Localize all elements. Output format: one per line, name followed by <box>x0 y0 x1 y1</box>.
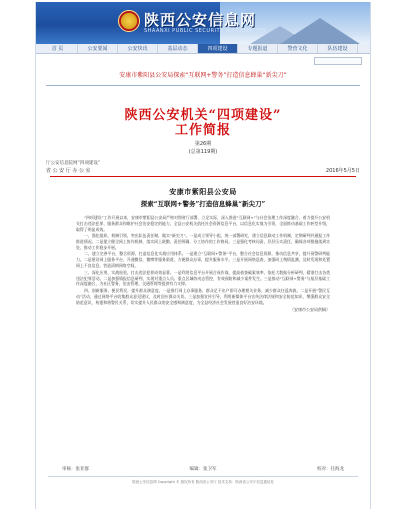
divider <box>46 85 360 86</box>
site-subtitle: SHAANXI PUBLIC SECURITY INFORMATION <box>144 28 267 34</box>
briefing-issue-total: (总第119期) <box>188 149 218 155</box>
divider <box>48 476 358 477</box>
police-emblem-icon <box>118 10 140 32</box>
article-body <box>76 215 330 306</box>
article-subtitle: 探索“互联网+警务”打造信息蜂巢“新尖刀” <box>140 200 266 208</box>
editor: 编辑：张卫军 <box>189 467 217 472</box>
main-nav <box>36 44 370 54</box>
nav-item[interactable]: 首 页 <box>38 44 78 53</box>
briefing-meta <box>46 160 360 166</box>
nav-item-active[interactable]: 四项建设 <box>198 44 238 53</box>
article <box>76 187 330 313</box>
briefing-title: 工作简报 <box>174 123 231 138</box>
site-banner <box>36 2 370 44</box>
reviewer: 审核：张亚群 <box>62 467 89 472</box>
page <box>35 2 371 509</box>
nav-item[interactable]: 基层动态 <box>158 44 198 53</box>
briefing-title: 陕西公安机关“四项建设” <box>124 108 282 123</box>
briefing-issue: 第26期 <box>194 141 212 147</box>
sign-off-row <box>62 466 344 472</box>
briefing-masthead <box>58 108 348 155</box>
publisher-note: 厅公安信息院网“四项建设” <box>46 161 101 166</box>
article-headline-link[interactable]: 安康市紫阳县公安局探索“互联网+警务”打造信息蜂巢“新尖刀” <box>119 72 287 79</box>
search-input[interactable] <box>314 57 362 65</box>
paragraph: 三、深化应用，实战检验，打击违法犯罪成效显著。一是利用信息平台开展合成作战，提高侦查破案效率，依托大数据分析研判，精准打击各类违法犯罪活动。二是加强情报信息研判，实现对重点人员、重点区域的动态管控，有效预防和减少案件发生。三是推动“互联网+警务”与基层基础工作深度融合，为社区警务、治安管理、交通管理等提供有力支撑。 <box>76 269 330 287</box>
article-source: （安康市公安局供稿） <box>290 306 330 312</box>
paragraph: 二、建立完善平台，整合资源，打造信息化实战应用体系。一是建立“互联网+警务”平台，整合社会信息资源，推动信息共享，提升预警研判能力。二是建设网上服务平台，开通微信、微博等服务渠道，方便群众办事，提升服务水平。三是开展网络巡查，加强网上舆情监测，及时发现和处置网上不良信息，营造清朗网络空间。 <box>76 251 330 269</box>
briefing-date: 2016年5月5日 <box>325 168 360 174</box>
nav-item[interactable]: 公安要闻 <box>78 44 118 53</box>
red-divider <box>50 176 356 177</box>
proofreader: 校对：任海龙 <box>317 467 344 472</box>
article-title: 安康市紫阳县公安局 <box>169 187 237 196</box>
nav-item[interactable]: 队伍建设 <box>318 44 358 53</box>
paragraph: 一、强化组织，机制引领，突出队伍责任制，做实“新尖刀”。一是成立领导小组，统一部署研究，建立信息联动工作机制，定期研判并通报工作推进情况。二是建立健全网上协作机制，落实网上联勤、责任明确、分工协作的工作格局。三是强化考核问责，层层压实责任，确保各项措施落到实处，推动工作稳步开展。 <box>76 233 330 251</box>
briefing-meta <box>46 167 360 174</box>
site-title: 陕西公安信息网 <box>144 11 257 29</box>
mountain-graphic <box>280 18 360 44</box>
paragraph: “四项建设”工作开展以来，安康市紫阳县公安局严格对照省厅部署，立足实际，深入推进“互联网+”与社会治理工作深度融合，着力提升公安机关打击违法犯罪、服务群众和维护社会治安稳定的能力，全县公安机关依托社会资源信息平台，以信息化实战为引领，全面推动基础工作转型升级，取得了明显成效。 <box>76 215 330 232</box>
nav-item[interactable]: 警营文化 <box>278 44 318 53</box>
briefing-office: 省 公 安 厅 办 公 室 <box>46 168 91 174</box>
paragraph: 四、创新服务，便民利民，提升群众满意度。一是推行网上办事服务，群众足不出户即可办理相关业务，减少群众往返奔波。二是开展“警民互动”活动，通过网络平台收集群众意见建议，及时回应群众关切。三是加强宣传引导，利用新媒体平台宣传法律法规和安全防范知识，增强群众安全防范意识，构建和谐警民关系，切实提升人民群众的安全感和满意度，为全县经济社会发展营造良好治安环境。 <box>76 287 330 305</box>
copyright: 陕西公安信息网 Copyright © 版权所有 陕西省公安厅 技术支持：陕西省公安厅信息通信处 <box>132 480 274 484</box>
nav-item[interactable]: 专题报道 <box>238 44 278 53</box>
nav-item[interactable]: 公安快讯 <box>118 44 158 53</box>
